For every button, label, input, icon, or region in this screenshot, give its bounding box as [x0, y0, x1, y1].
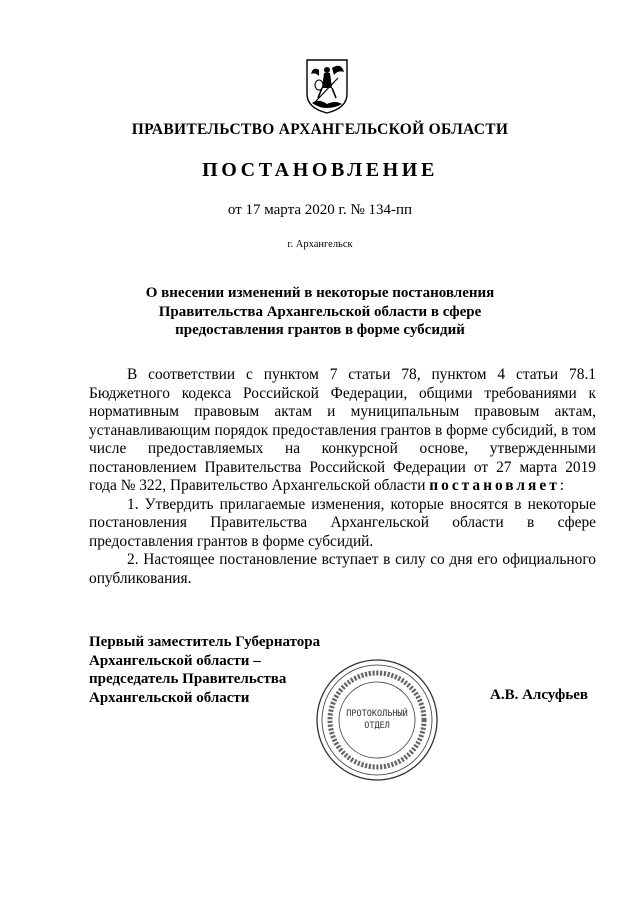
subject-line: О внесении изменений в некоторые постановления — [145, 285, 495, 301]
subject-line: предоставления грантов в форме субсидий — [175, 322, 465, 338]
organization-header: ПРАВИТЕЛЬСТВО АРХАНГЕЛЬСКОЙ ОБЛАСТИ — [131, 121, 509, 138]
position-line: Первый заместитель Губернатора — [89, 634, 321, 650]
item-2: 2. Настоящее постановление вступает в силу со дня его официального опубликования. — [89, 551, 596, 587]
document-body — [89, 366, 596, 588]
item-1: 1. Утвердить прилагаемые изменения, которые вносятся в некоторые постановления Правительства Архангельской области в сфере предоставления грантов в форме субсидий. — [89, 495, 596, 550]
position-line: Архангельской области — [89, 689, 250, 706]
signatory-position — [89, 633, 349, 707]
coat-of-arms-icon — [305, 58, 349, 114]
seal-stamp — [312, 655, 442, 785]
city-label: г. Архангельск — [287, 239, 353, 250]
preamble-text: В соответствии с пунктом 7 статьи 78, пунктом 4 статьи 78.1 Бюджетного кодекса Российской Федерации, общими требованиями к нормативным правовым актам и муниципальным правовым актам, устанавливающим порядок предоставления грантов в форме субсидий, в том числе предоставляемых на конкурсной основе, утвержденными постановлением Правительства Российской Федерации от 27 марта 2019 года № 322, Правительство Архангельской области — [89, 366, 596, 494]
date-and-number: от 17 марта 2020 г. № 134-пп — [227, 202, 413, 218]
position-line: Архангельской области – — [89, 652, 261, 669]
decree-word: постановляет — [429, 477, 560, 494]
preamble-end: : — [559, 477, 565, 494]
signatory-name: А.В. Алсуфьев — [490, 687, 588, 703]
preamble-paragraph — [89, 366, 596, 496]
position-line: председатель Правительства — [89, 671, 287, 687]
document-type-title: ПОСТАНОВЛЕНИЕ — [202, 159, 438, 181]
stamp-text: ПРОТОКОЛЬНЫЙ — [346, 709, 408, 719]
stamp-text: ОТДЕЛ — [364, 721, 390, 731]
subject-line: Правительства Архангельской области в сфере — [158, 303, 482, 320]
document-subject — [140, 284, 500, 340]
